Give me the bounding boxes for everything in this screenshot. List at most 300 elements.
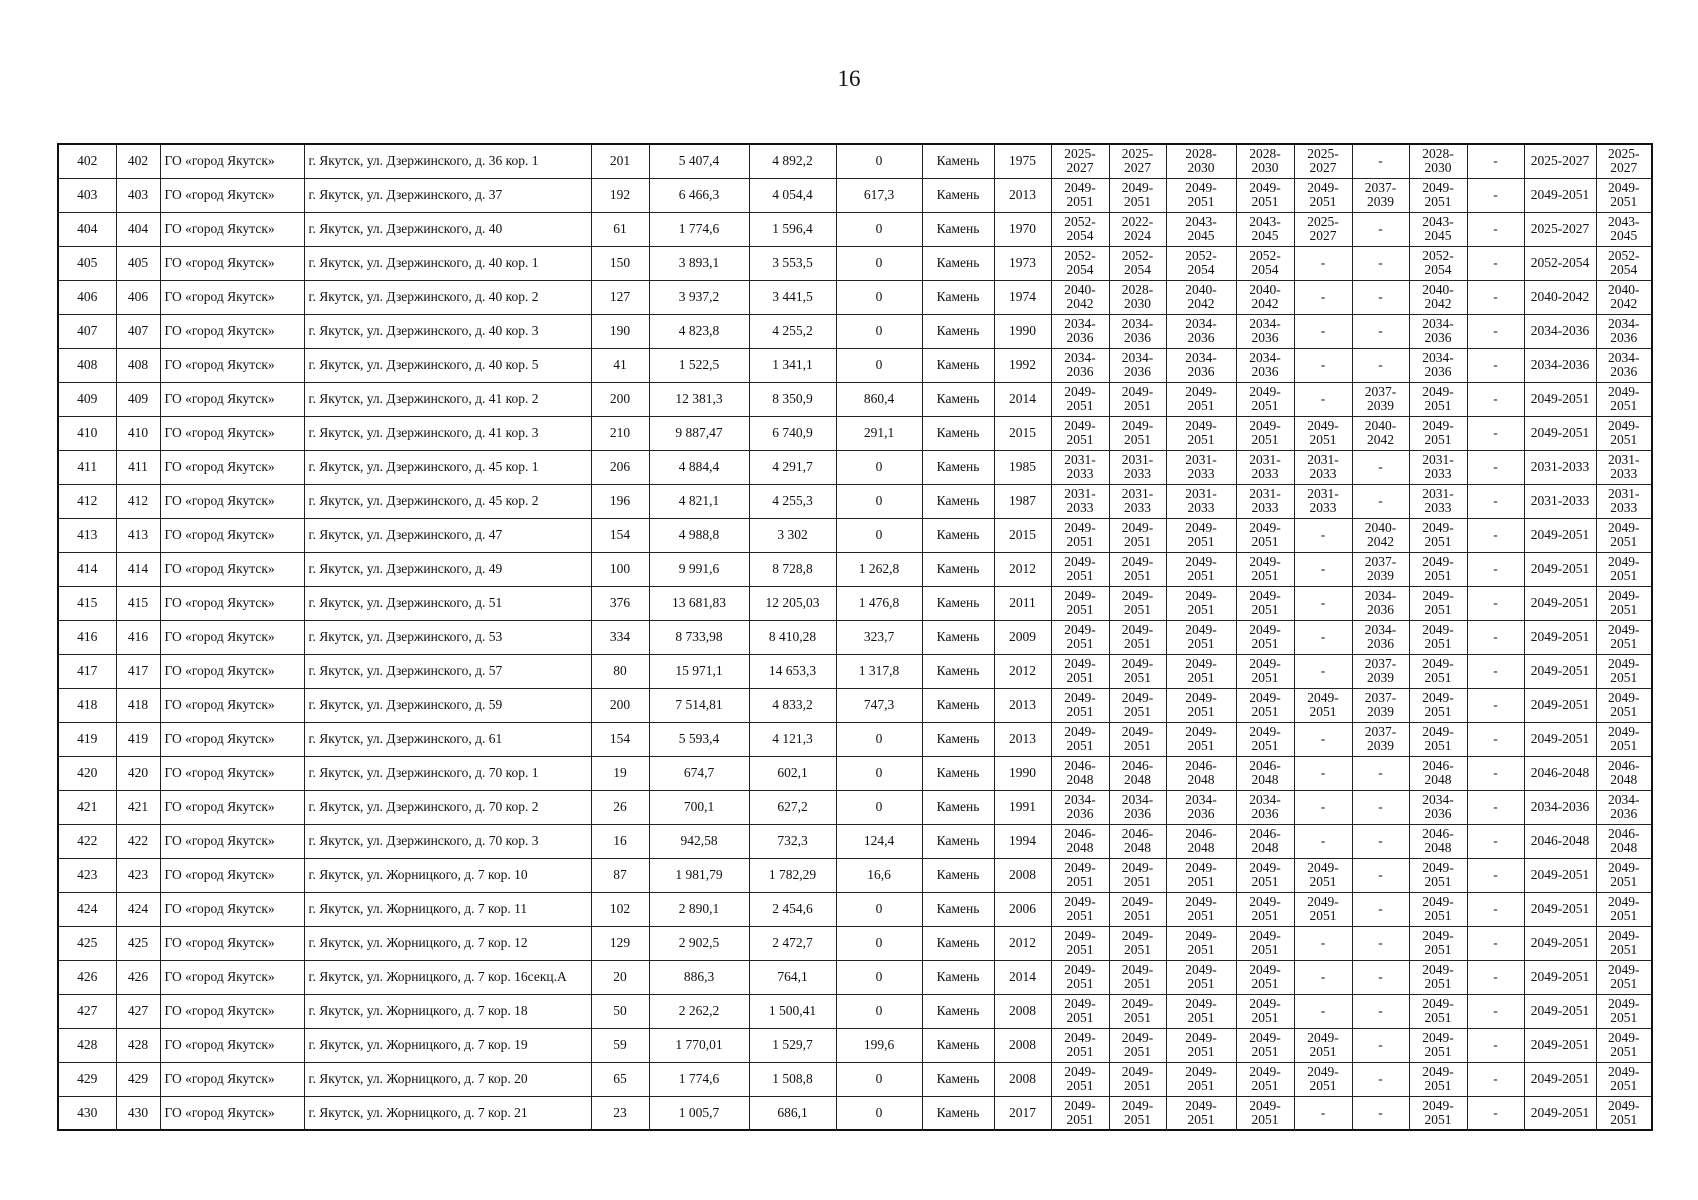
cell-repair-period-8: - (1467, 1028, 1524, 1062)
cell-house-number: 410 (116, 416, 160, 450)
cell-repair-period-9: 2034-2036 (1524, 790, 1596, 824)
cell-wall-material: Камень (922, 1096, 994, 1130)
cell-repair-period-1: 2034- 2036 (1051, 348, 1109, 382)
cell-repair-period-2: 2049- 2051 (1109, 382, 1166, 416)
cell-repair-period-5: - (1294, 960, 1352, 994)
cell-apartments-count: 41 (591, 348, 649, 382)
cell-municipality: ГО «город Якутск» (160, 518, 304, 552)
cell-repair-period-1: 2049- 2051 (1051, 960, 1109, 994)
cell-municipality: ГО «город Якутск» (160, 552, 304, 586)
cell-row-number: 420 (58, 756, 116, 790)
cell-build-year: 2011 (994, 586, 1051, 620)
cell-nonresidential-area: 0 (836, 1062, 922, 1096)
cell-house-number: 414 (116, 552, 160, 586)
cell-apartments-count: 19 (591, 756, 649, 790)
cell-row-number: 408 (58, 348, 116, 382)
cell-repair-period-3: 2049- 2051 (1166, 960, 1236, 994)
cell-total-area: 13 681,83 (649, 586, 749, 620)
cell-repair-period-6: 2037- 2039 (1352, 382, 1409, 416)
cell-repair-period-5: - (1294, 552, 1352, 586)
cell-repair-period-1: 2034- 2036 (1051, 314, 1109, 348)
cell-repair-period-3: 2046- 2048 (1166, 756, 1236, 790)
table-row (58, 688, 1652, 722)
cell-wall-material: Камень (922, 246, 994, 280)
cell-repair-period-1: 2049- 2051 (1051, 654, 1109, 688)
cell-repair-period-6: 2037- 2039 (1352, 688, 1409, 722)
cell-address: г. Якутск, ул. Дзержинского, д. 40 кор. 3 (304, 314, 591, 348)
cell-build-year: 2006 (994, 892, 1051, 926)
cell-repair-period-3: 2031- 2033 (1166, 484, 1236, 518)
cell-build-year: 2012 (994, 926, 1051, 960)
cell-wall-material: Камень (922, 586, 994, 620)
cell-repair-period-7: 2049- 2051 (1409, 926, 1467, 960)
cell-repair-period-8: - (1467, 450, 1524, 484)
cell-municipality: ГО «город Якутск» (160, 212, 304, 246)
cell-row-number: 417 (58, 654, 116, 688)
cell-wall-material: Камень (922, 926, 994, 960)
cell-repair-period-8: - (1467, 994, 1524, 1028)
cell-row-number: 427 (58, 994, 116, 1028)
cell-repair-period-9: 2049-2051 (1524, 1028, 1596, 1062)
cell-apartments-count: 190 (591, 314, 649, 348)
cell-nonresidential-area: 1 262,8 (836, 552, 922, 586)
cell-municipality: ГО «город Якутск» (160, 688, 304, 722)
cell-repair-period-5: - (1294, 314, 1352, 348)
cell-repair-period-3: 2034- 2036 (1166, 348, 1236, 382)
cell-repair-period-10: 2049- 2051 (1596, 1096, 1652, 1130)
cell-repair-period-5: - (1294, 518, 1352, 552)
cell-row-number: 409 (58, 382, 116, 416)
cell-repair-period-6: - (1352, 824, 1409, 858)
cell-repair-period-5: - (1294, 790, 1352, 824)
cell-address: г. Якутск, ул. Жорницкого, д. 7 кор. 11 (304, 892, 591, 926)
cell-municipality: ГО «город Якутск» (160, 756, 304, 790)
cell-repair-period-4: 2049- 2051 (1236, 960, 1294, 994)
cell-wall-material: Камень (922, 620, 994, 654)
cell-repair-period-5: 2049- 2051 (1294, 1062, 1352, 1096)
cell-repair-period-6: - (1352, 926, 1409, 960)
cell-municipality: ГО «город Якутск» (160, 348, 304, 382)
cell-repair-period-6: - (1352, 314, 1409, 348)
table-row (58, 620, 1652, 654)
cell-build-year: 2013 (994, 688, 1051, 722)
cell-repair-period-4: 2046- 2048 (1236, 824, 1294, 858)
cell-row-number: 414 (58, 552, 116, 586)
cell-apartments-count: 127 (591, 280, 649, 314)
cell-municipality: ГО «город Якутск» (160, 450, 304, 484)
cell-repair-period-5: - (1294, 348, 1352, 382)
cell-repair-period-10: 2046- 2048 (1596, 824, 1652, 858)
cell-repair-period-7: 2049- 2051 (1409, 620, 1467, 654)
cell-repair-period-9: 2052-2054 (1524, 246, 1596, 280)
cell-address: г. Якутск, ул. Дзержинского, д. 40 кор. 2 (304, 280, 591, 314)
cell-house-number: 405 (116, 246, 160, 280)
cell-total-area: 674,7 (649, 756, 749, 790)
cell-nonresidential-area: 0 (836, 518, 922, 552)
cell-total-area: 1 005,7 (649, 1096, 749, 1130)
table-row (58, 450, 1652, 484)
cell-apartments-count: 23 (591, 1096, 649, 1130)
cell-repair-period-4: 2049- 2051 (1236, 382, 1294, 416)
table-row (58, 382, 1652, 416)
cell-repair-period-7: 2049- 2051 (1409, 858, 1467, 892)
cell-address: г. Якутск, ул. Жорницкого, д. 7 кор. 20 (304, 1062, 591, 1096)
cell-repair-period-6: 2040- 2042 (1352, 416, 1409, 450)
cell-living-area: 3 441,5 (749, 280, 836, 314)
cell-repair-period-6: - (1352, 348, 1409, 382)
cell-wall-material: Камень (922, 212, 994, 246)
cell-wall-material: Камень (922, 416, 994, 450)
cell-repair-period-8: - (1467, 1062, 1524, 1096)
cell-repair-period-3: 2049- 2051 (1166, 858, 1236, 892)
cell-repair-period-4: 2052- 2054 (1236, 246, 1294, 280)
registry-body (58, 144, 1652, 1130)
cell-apartments-count: 192 (591, 178, 649, 212)
cell-repair-period-8: - (1467, 892, 1524, 926)
cell-address: г. Якутск, ул. Дзержинского, д. 36 кор. 1 (304, 144, 591, 178)
cell-repair-period-10: 2049- 2051 (1596, 518, 1652, 552)
cell-repair-period-10: 2049- 2051 (1596, 892, 1652, 926)
cell-repair-period-7: 2043- 2045 (1409, 212, 1467, 246)
cell-house-number: 407 (116, 314, 160, 348)
cell-total-area: 5 593,4 (649, 722, 749, 756)
cell-municipality: ГО «город Якутск» (160, 1062, 304, 1096)
cell-row-number: 407 (58, 314, 116, 348)
cell-address: г. Якутск, ул. Дзержинского, д. 47 (304, 518, 591, 552)
cell-repair-period-9: 2031-2033 (1524, 450, 1596, 484)
cell-repair-period-2: 2034- 2036 (1109, 348, 1166, 382)
cell-repair-period-6: - (1352, 790, 1409, 824)
cell-repair-period-8: - (1467, 382, 1524, 416)
cell-repair-period-7: 2049- 2051 (1409, 722, 1467, 756)
cell-repair-period-3: 2046- 2048 (1166, 824, 1236, 858)
cell-row-number: 430 (58, 1096, 116, 1130)
cell-apartments-count: 26 (591, 790, 649, 824)
cell-municipality: ГО «город Якутск» (160, 144, 304, 178)
cell-repair-period-5: - (1294, 586, 1352, 620)
cell-apartments-count: 200 (591, 688, 649, 722)
cell-apartments-count: 65 (591, 1062, 649, 1096)
cell-wall-material: Камень (922, 824, 994, 858)
cell-repair-period-10: 2049- 2051 (1596, 586, 1652, 620)
cell-house-number: 402 (116, 144, 160, 178)
cell-repair-period-10: 2046- 2048 (1596, 756, 1652, 790)
cell-repair-period-8: - (1467, 858, 1524, 892)
cell-repair-period-4: 2049- 2051 (1236, 620, 1294, 654)
cell-repair-period-7: 2046- 2048 (1409, 824, 1467, 858)
cell-repair-period-7: 2049- 2051 (1409, 552, 1467, 586)
cell-repair-period-9: 2049-2051 (1524, 892, 1596, 926)
cell-repair-period-9: 2049-2051 (1524, 722, 1596, 756)
cell-repair-period-3: 2049- 2051 (1166, 654, 1236, 688)
cell-municipality: ГО «город Якутск» (160, 654, 304, 688)
cell-repair-period-2: 2046- 2048 (1109, 824, 1166, 858)
cell-house-number: 418 (116, 688, 160, 722)
cell-repair-period-7: 2049- 2051 (1409, 1062, 1467, 1096)
cell-address: г. Якутск, ул. Дзержинского, д. 51 (304, 586, 591, 620)
table-row (58, 212, 1652, 246)
cell-build-year: 1994 (994, 824, 1051, 858)
cell-repair-period-4: 2031- 2033 (1236, 450, 1294, 484)
cell-total-area: 6 466,3 (649, 178, 749, 212)
cell-repair-period-1: 2052- 2054 (1051, 246, 1109, 280)
cell-repair-period-8: - (1467, 314, 1524, 348)
cell-repair-period-7: 2049- 2051 (1409, 994, 1467, 1028)
cell-repair-period-4: 2049- 2051 (1236, 518, 1294, 552)
table-row (58, 960, 1652, 994)
cell-address: г. Якутск, ул. Дзержинского, д. 59 (304, 688, 591, 722)
cell-repair-period-10: 2040- 2042 (1596, 280, 1652, 314)
cell-repair-period-10: 2049- 2051 (1596, 620, 1652, 654)
cell-wall-material: Камень (922, 314, 994, 348)
cell-total-area: 886,3 (649, 960, 749, 994)
cell-apartments-count: 50 (591, 994, 649, 1028)
table-row (58, 586, 1652, 620)
cell-build-year: 2009 (994, 620, 1051, 654)
cell-repair-period-7: 2034- 2036 (1409, 314, 1467, 348)
cell-repair-period-4: 2049- 2051 (1236, 1096, 1294, 1130)
cell-repair-period-10: 2049- 2051 (1596, 416, 1652, 450)
cell-house-number: 411 (116, 450, 160, 484)
cell-build-year: 2017 (994, 1096, 1051, 1130)
cell-repair-period-8: - (1467, 1096, 1524, 1130)
cell-wall-material: Камень (922, 722, 994, 756)
cell-repair-period-9: 2049-2051 (1524, 382, 1596, 416)
cell-house-number: 429 (116, 1062, 160, 1096)
cell-municipality: ГО «город Якутск» (160, 858, 304, 892)
cell-repair-period-4: 2049- 2051 (1236, 1028, 1294, 1062)
cell-repair-period-8: - (1467, 416, 1524, 450)
cell-nonresidential-area: 0 (836, 450, 922, 484)
cell-repair-period-10: 2034- 2036 (1596, 790, 1652, 824)
cell-repair-period-4: 2049- 2051 (1236, 586, 1294, 620)
cell-repair-period-4: 2049- 2051 (1236, 654, 1294, 688)
cell-row-number: 419 (58, 722, 116, 756)
cell-repair-period-6: - (1352, 960, 1409, 994)
cell-repair-period-1: 2046- 2048 (1051, 824, 1109, 858)
cell-address: г. Якутск, ул. Дзержинского, д. 40 кор. 5 (304, 348, 591, 382)
cell-build-year: 2008 (994, 1028, 1051, 1062)
cell-apartments-count: 16 (591, 824, 649, 858)
cell-row-number: 428 (58, 1028, 116, 1062)
cell-build-year: 2012 (994, 552, 1051, 586)
cell-house-number: 413 (116, 518, 160, 552)
cell-repair-period-6: 2037- 2039 (1352, 552, 1409, 586)
cell-total-area: 3 937,2 (649, 280, 749, 314)
cell-repair-period-3: 2028- 2030 (1166, 144, 1236, 178)
cell-repair-period-10: 2049- 2051 (1596, 722, 1652, 756)
cell-living-area: 686,1 (749, 1096, 836, 1130)
cell-row-number: 402 (58, 144, 116, 178)
cell-living-area: 732,3 (749, 824, 836, 858)
cell-wall-material: Камень (922, 790, 994, 824)
cell-repair-period-2: 2049- 2051 (1109, 416, 1166, 450)
cell-total-area: 1 774,6 (649, 212, 749, 246)
cell-repair-period-3: 2034- 2036 (1166, 314, 1236, 348)
cell-living-area: 2 472,7 (749, 926, 836, 960)
cell-apartments-count: 154 (591, 518, 649, 552)
cell-repair-period-9: 2049-2051 (1524, 1062, 1596, 1096)
cell-house-number: 404 (116, 212, 160, 246)
cell-repair-period-6: - (1352, 756, 1409, 790)
cell-nonresidential-area: 617,3 (836, 178, 922, 212)
cell-repair-period-7: 2031- 2033 (1409, 450, 1467, 484)
cell-nonresidential-area: 1 476,8 (836, 586, 922, 620)
cell-living-area: 8 728,8 (749, 552, 836, 586)
cell-nonresidential-area: 0 (836, 722, 922, 756)
cell-apartments-count: 200 (591, 382, 649, 416)
cell-row-number: 415 (58, 586, 116, 620)
cell-apartments-count: 100 (591, 552, 649, 586)
cell-repair-period-5: 2049- 2051 (1294, 688, 1352, 722)
cell-address: г. Якутск, ул. Жорницкого, д. 7 кор. 12 (304, 926, 591, 960)
cell-repair-period-4: 2049- 2051 (1236, 416, 1294, 450)
cell-build-year: 1975 (994, 144, 1051, 178)
cell-apartments-count: 201 (591, 144, 649, 178)
cell-address: г. Якутск, ул. Жорницкого, д. 7 кор. 19 (304, 1028, 591, 1062)
cell-build-year: 2015 (994, 518, 1051, 552)
cell-municipality: ГО «город Якутск» (160, 994, 304, 1028)
table-row (58, 178, 1652, 212)
cell-address: г. Якутск, ул. Дзержинского, д. 41 кор. 3 (304, 416, 591, 450)
cell-wall-material: Камень (922, 280, 994, 314)
cell-wall-material: Камень (922, 518, 994, 552)
cell-repair-period-10: 2031- 2033 (1596, 450, 1652, 484)
cell-repair-period-10: 2025- 2027 (1596, 144, 1652, 178)
cell-repair-period-9: 2049-2051 (1524, 926, 1596, 960)
cell-house-number: 403 (116, 178, 160, 212)
cell-address: г. Якутск, ул. Дзержинского, д. 45 кор. 2 (304, 484, 591, 518)
cell-repair-period-1: 2049- 2051 (1051, 994, 1109, 1028)
cell-repair-period-5: - (1294, 1096, 1352, 1130)
cell-repair-period-1: 2040- 2042 (1051, 280, 1109, 314)
table-row (58, 314, 1652, 348)
cell-repair-period-5: - (1294, 756, 1352, 790)
cell-build-year: 1990 (994, 314, 1051, 348)
table-row (58, 1096, 1652, 1130)
cell-total-area: 8 733,98 (649, 620, 749, 654)
cell-repair-period-5: - (1294, 722, 1352, 756)
cell-house-number: 427 (116, 994, 160, 1028)
cell-repair-period-5: - (1294, 246, 1352, 280)
cell-municipality: ГО «город Якутск» (160, 382, 304, 416)
cell-repair-period-7: 2049- 2051 (1409, 382, 1467, 416)
cell-repair-period-3: 2031- 2033 (1166, 450, 1236, 484)
cell-municipality: ГО «город Якутск» (160, 1096, 304, 1130)
cell-total-area: 2 890,1 (649, 892, 749, 926)
table-row (58, 246, 1652, 280)
cell-repair-period-1: 2049- 2051 (1051, 552, 1109, 586)
cell-repair-period-2: 2049- 2051 (1109, 926, 1166, 960)
cell-repair-period-1: 2025- 2027 (1051, 144, 1109, 178)
cell-address: г. Якутск, ул. Жорницкого, д. 7 кор. 10 (304, 858, 591, 892)
cell-nonresidential-area: 747,3 (836, 688, 922, 722)
cell-living-area: 6 740,9 (749, 416, 836, 450)
cell-municipality: ГО «город Якутск» (160, 824, 304, 858)
cell-repair-period-7: 2049- 2051 (1409, 586, 1467, 620)
cell-repair-period-4: 2034- 2036 (1236, 348, 1294, 382)
cell-build-year: 2014 (994, 382, 1051, 416)
cell-repair-period-7: 2049- 2051 (1409, 416, 1467, 450)
cell-repair-period-6: - (1352, 144, 1409, 178)
cell-repair-period-3: 2049- 2051 (1166, 416, 1236, 450)
cell-repair-period-5: 2031- 2033 (1294, 450, 1352, 484)
cell-municipality: ГО «город Якутск» (160, 314, 304, 348)
cell-repair-period-6: - (1352, 1062, 1409, 1096)
cell-repair-period-3: 2049- 2051 (1166, 620, 1236, 654)
cell-repair-period-3: 2049- 2051 (1166, 1028, 1236, 1062)
cell-house-number: 422 (116, 824, 160, 858)
cell-municipality: ГО «город Якутск» (160, 280, 304, 314)
cell-wall-material: Камень (922, 450, 994, 484)
cell-repair-period-6: 2040- 2042 (1352, 518, 1409, 552)
cell-nonresidential-area: 1 317,8 (836, 654, 922, 688)
cell-house-number: 412 (116, 484, 160, 518)
cell-repair-period-10: 2052- 2054 (1596, 246, 1652, 280)
cell-repair-period-7: 2049- 2051 (1409, 688, 1467, 722)
cell-total-area: 1 770,01 (649, 1028, 749, 1062)
cell-repair-period-1: 2049- 2051 (1051, 382, 1109, 416)
table-row (58, 1028, 1652, 1062)
cell-repair-period-8: - (1467, 620, 1524, 654)
cell-living-area: 1 500,41 (749, 994, 836, 1028)
cell-municipality: ГО «город Якутск» (160, 790, 304, 824)
cell-row-number: 412 (58, 484, 116, 518)
cell-repair-period-6: - (1352, 280, 1409, 314)
cell-repair-period-4: 2049- 2051 (1236, 722, 1294, 756)
cell-repair-period-3: 2049- 2051 (1166, 586, 1236, 620)
cell-nonresidential-area: 0 (836, 484, 922, 518)
cell-total-area: 12 381,3 (649, 382, 749, 416)
cell-apartments-count: 20 (591, 960, 649, 994)
cell-repair-period-6: - (1352, 246, 1409, 280)
cell-repair-period-1: 2049- 2051 (1051, 892, 1109, 926)
cell-row-number: 416 (58, 620, 116, 654)
cell-build-year: 1985 (994, 450, 1051, 484)
cell-address: г. Якутск, ул. Дзержинского, д. 70 кор. 3 (304, 824, 591, 858)
table-row (58, 994, 1652, 1028)
cell-repair-period-7: 2034- 2036 (1409, 790, 1467, 824)
cell-address: г. Якутск, ул. Дзержинского, д. 57 (304, 654, 591, 688)
cell-repair-period-7: 2046- 2048 (1409, 756, 1467, 790)
cell-house-number: 430 (116, 1096, 160, 1130)
cell-repair-period-10: 2049- 2051 (1596, 1028, 1652, 1062)
cell-repair-period-4: 2049- 2051 (1236, 994, 1294, 1028)
cell-address: г. Якутск, ул. Жорницкого, д. 7 кор. 18 (304, 994, 591, 1028)
cell-wall-material: Камень (922, 892, 994, 926)
cell-apartments-count: 129 (591, 926, 649, 960)
cell-wall-material: Камень (922, 960, 994, 994)
cell-repair-period-8: - (1467, 790, 1524, 824)
cell-municipality: ГО «город Якутск» (160, 246, 304, 280)
cell-address: г. Якутск, ул. Дзержинского, д. 70 кор. 2 (304, 790, 591, 824)
table-row (58, 824, 1652, 858)
cell-repair-period-4: 2028- 2030 (1236, 144, 1294, 178)
cell-repair-period-4: 2040- 2042 (1236, 280, 1294, 314)
cell-build-year: 1973 (994, 246, 1051, 280)
cell-repair-period-2: 2049- 2051 (1109, 994, 1166, 1028)
cell-row-number: 413 (58, 518, 116, 552)
cell-house-number: 428 (116, 1028, 160, 1062)
cell-wall-material: Камень (922, 484, 994, 518)
cell-address: г. Якутск, ул. Дзержинского, д. 61 (304, 722, 591, 756)
cell-living-area: 4 291,7 (749, 450, 836, 484)
cell-repair-period-8: - (1467, 518, 1524, 552)
cell-apartments-count: 206 (591, 450, 649, 484)
cell-repair-period-8: - (1467, 824, 1524, 858)
cell-nonresidential-area: 199,6 (836, 1028, 922, 1062)
cell-build-year: 1987 (994, 484, 1051, 518)
